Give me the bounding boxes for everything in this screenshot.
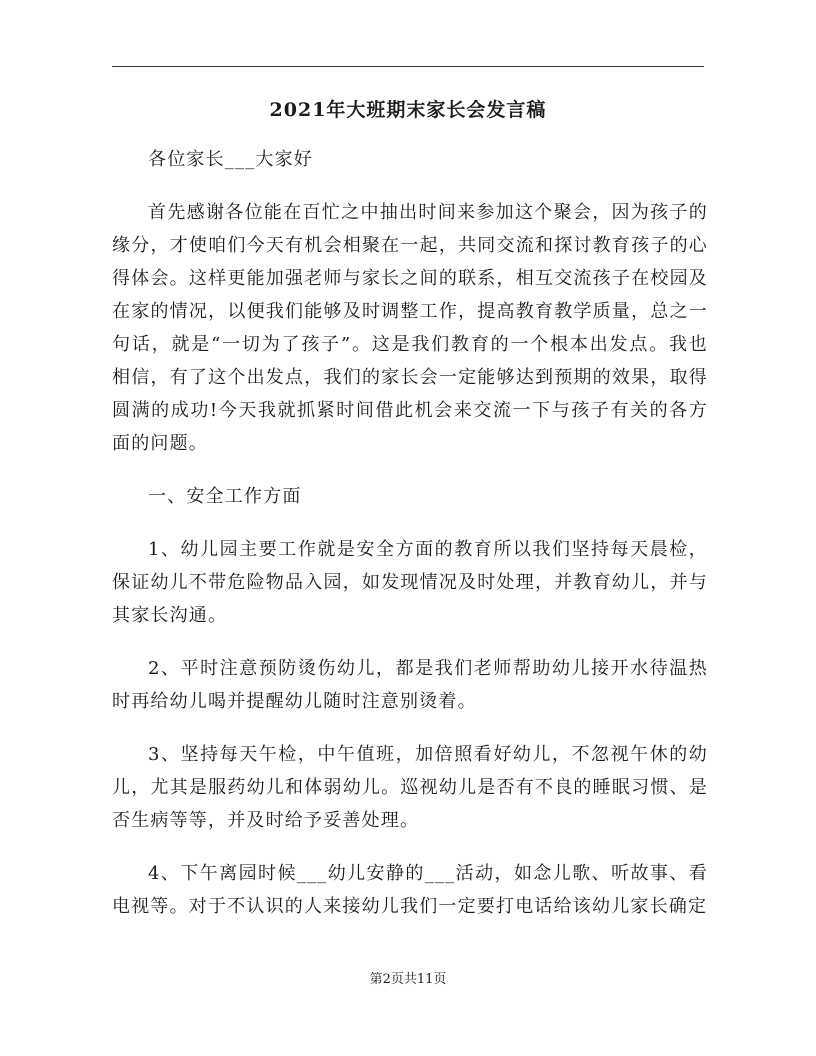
salutation: 各位家长___大家好 xyxy=(148,149,313,170)
document-body xyxy=(112,143,708,943)
list-item: 3、坚持每天午检，中午值班，加倍照看好幼儿，不忽视午休的幼儿，尤其是服药幼儿和体弱幼儿。巡视幼儿是否有不良的睡眠习惯、是否生病等等，并及时给予妥善处理。 xyxy=(112,744,708,831)
page-number: 第2页共11页 xyxy=(369,972,447,987)
list-item: 1、幼儿园主要工作就是安全方面的教育所以我们坚持每天晨检，保证幼儿不带危险物品入园，如发现情况及时处理，并教育幼儿，并与其家长沟通。 xyxy=(112,539,708,626)
header-rule xyxy=(112,66,704,67)
list-item: 4、下午离园时候___幼儿安静的___活动，如念儿歌、听故事、看电视等。对于不认识的人来接幼儿我们一定要打电话给该幼儿家长确定 xyxy=(112,863,708,917)
list-item: 2、平时注意预防烫伤幼儿，都是我们老师帮助幼儿接开水待温热时再给幼儿喝并提醒幼儿随时注意别烫着。 xyxy=(112,658,708,712)
intro-paragraph: 首先感谢各位能在百忙之中抽出时间来参加这个聚会，因为孩子的缘分，才使咱们今天有机会相聚在一起，共同交流和探讨教育孩子的心得体会。这样更能加强老师与家长之间的联系，相互交流孩子在校园及在家的情况，以便我们能够及时调整工作，提高教育教学质量，总之一句话，就是“一切为了孩子”。这是我们教育的一个根本出发点。我也相信，有了这个出发点，我们的家长会一定能够达到预期的效果，取得圆满的成功!今天我就抓紧时间借此机会来交流一下与孩子有关的各方面的问题。 xyxy=(112,202,708,454)
section-heading: 一、安全工作方面 xyxy=(148,486,302,507)
document-title: 2021年大班期末家长会发言稿 xyxy=(269,99,547,121)
